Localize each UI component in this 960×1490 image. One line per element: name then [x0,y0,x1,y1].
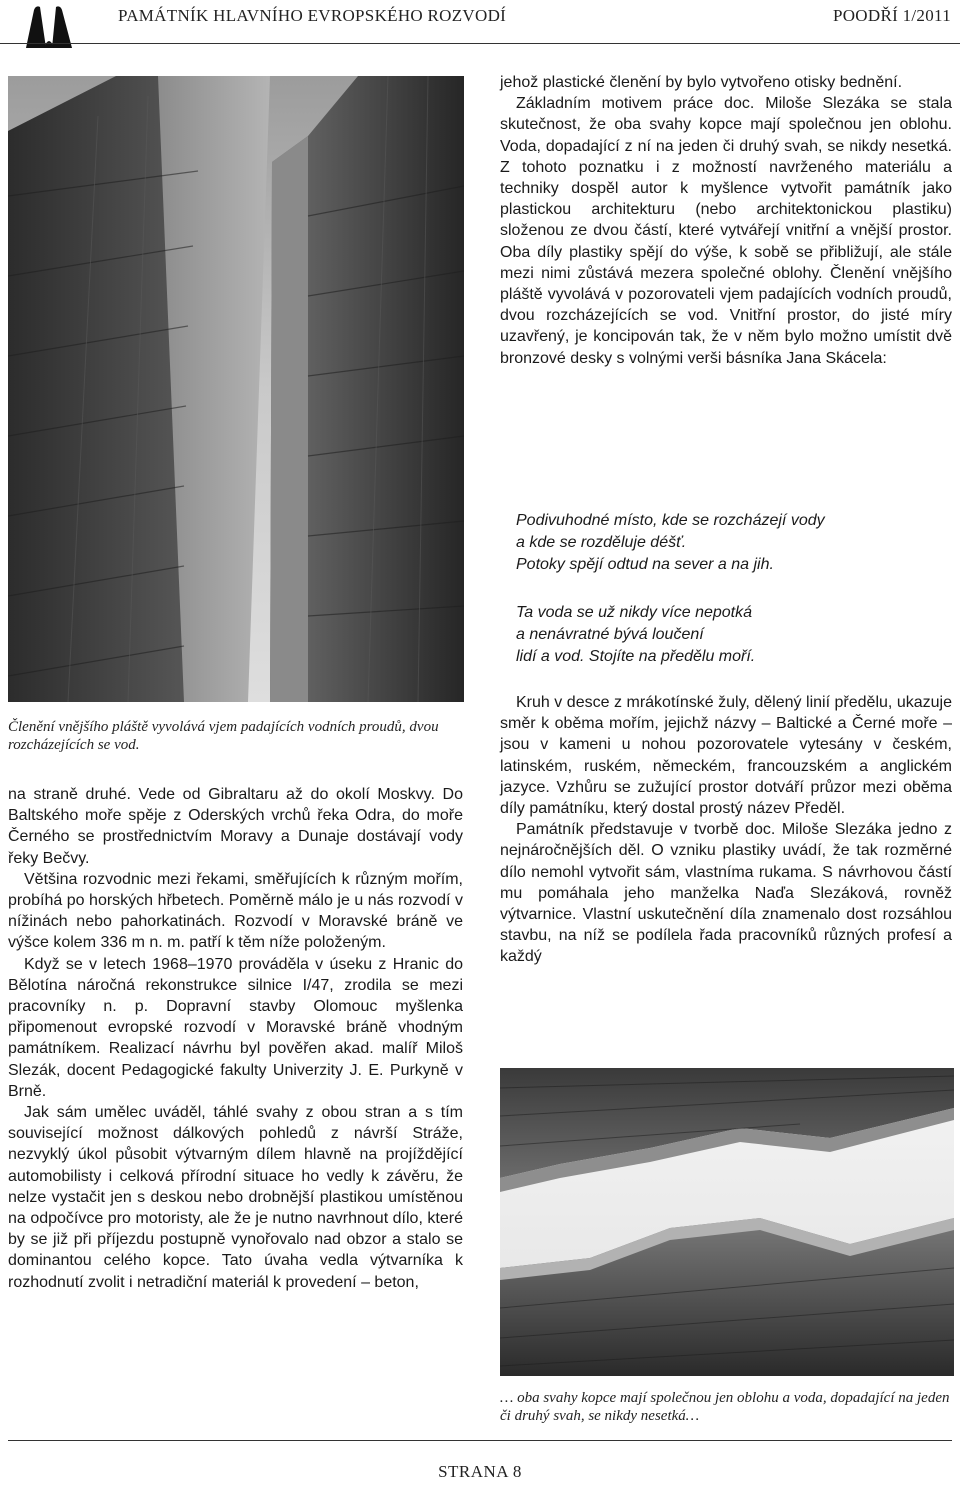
article-column-right [500,692,952,968]
poem-stanza [516,602,936,668]
publication-section-title: PAMÁTNÍK HLAVNÍHO EVROPSKÉHO ROZVODÍ [118,6,507,25]
poem-line: Potoky spějí odtud na sever a na jih. [516,556,774,573]
paragraph: Kruh v desce z mrákotínské žuly, dělený linií předělu, ukazuje směr k oběma mořím, jejichž názvy – Baltické a Černé moře – jsou v kameni u nohou pozorovatele vytesány v českém, latinském, ruském, německém, francouzském a anglickém jazyce. Vzhůru se zužující prostor dotváří průzor mezi oběma díly památníku, který dostal prostý název Předěl. [500,694,952,818]
poem-line: lidí a vod. Stojíte na předělu moří. [516,648,756,665]
paragraph: Když se v letech 1968–1970 prováděla v úseku z Hranic do Bělotína náročná rekonstrukce silnice I/47, zrodila se mezi pracovníky n. p. Dopravní stavby Olomouc myšlenka připomenout evropské rozvodí v Moravské bráně vhodným památníkem. Realizací návrhu byl pověřen akad. malíř Miloš Slezák, docent Pedagogické fakulty Univerzity J. E. Purkyně v Brně. [8,955,463,1100]
photo-caption: … oba svahy kopce mají společnou jen oblohu a voda, dopadající na jeden či druhý svah, se nikdy nesetká… [500,1390,950,1424]
issue-label: POODŘÍ 1/2011 [832,6,951,25]
paragraph: Většina rozvodnic mezi řekami, směřujících k různým mořím, probíhá po horských hřbetech. Poměrně málo je u nás rozvodí v nížinách nebo pahorkatinách. Rozvodí v Moravské bráně ve výšce kolem 336 m n. m. patří k těm níže položeným. [8,870,463,952]
paragraph: Jak sám umělec uváděl, táhlé svahy z obou stran a s tím související možnost dálkových pohledů z návrší Stráže, nezvyklý úkol působit výtvarným dílem hlavně na projíždějící automobilisty i celková přírodní situace ho vedly k závěru, že nelze vystačit jen s deskou nebo drobnější plastikou umístěnou na odpočívce pro motoristy, ale že je nutno navrhnout dílo, které by se již při příjezdu postupně vynořovalo nad obzor a stalo se dominantou celého kopce. Tato úvaha vedla výtvarníka k rozhodnutí zvolit i netradiční materiál k provedení – beton, [8,1104,463,1291]
article-column-top-right [500,72,952,369]
monument-detail-photo [500,1068,954,1376]
paragraph: na straně druhé. Vede od Gibraltaru až do okolí Moskvy. Do Baltského moře spěje z Oderských vrchů řeka Odra, do moře Černého se prostřednictvím Moravy a Dunaje dostávají vody řeky Bečvy. [8,786,463,867]
paragraph: Základním motivem práce doc. Miloše Slezáka se stala skutečnost, že oba svahy kopce mají společnou jen oblohu. Voda, dopadající z ní na jeden či druhý svah, se nikdy nesetká. Z tohoto poznatku i z možností navrženého materiálu a techniky dospěl autor k myšlence vytvořit památník jako plastickou architekturu (nebo architektonickou plastiku) složenou ze dvou částí, které vytvářejí vnitřní a vnější prostor. Oba díly plastiky spějí do výše, k sobě se přibližují, ale stále mezi nimi zůstává mezera společné oblohy. Členění vnějšího pláště vyvolává v pozorovateli vjem padajících vodních proudů, dvou rozcházejících se vod. Vnitřní prostor, do jisté míry uzavřený, je koncipován tak, že v něm bylo možno umístit dvě bronzové desky s volnými verši básníka Jana Skácela: [500,95,952,367]
poem-line: a kde se rozděluje déšť. [516,534,687,551]
poem-line: Podivuhodné místo, kde se rozcházejí vody [516,512,825,529]
article-column-left [8,784,463,1293]
photo-caption: Členění vnějšího pláště vyvolává vjem padajících vodních proudů, dvou rozcházejících se vod. [8,719,439,753]
paragraph: Památník představuje v tvorbě doc. Miloše Slezáka jedno z nejnáročnějších děl. O vzniku plastiky uvádí, že tak rozměrné dílo nemohl vytvořit sám, vlastníma rukama. S návrhovou částí mu pomáhala jeho manželka Naďa Slezáková, rovněž výtvarnice. Vlastní uskutečnění díla znamenalo dost rozsáhlou stavbu, na níž se podílela řada pracovníků různých profesí a každý [500,821,952,966]
page-header [0,0,960,54]
poem-line: Ta voda se už nikdy více nepotká [516,604,752,621]
header-divider [0,43,960,44]
poem-line: a nenávratné bývá loučení [516,626,704,643]
paragraph: jehož plastické členění by bylo vytvořeno otisky bednění. [500,74,903,91]
page-number: STRANA 8 [438,1462,522,1481]
monument-photo [8,76,464,702]
poem-stanza [516,510,936,576]
footer-divider [8,1440,952,1441]
